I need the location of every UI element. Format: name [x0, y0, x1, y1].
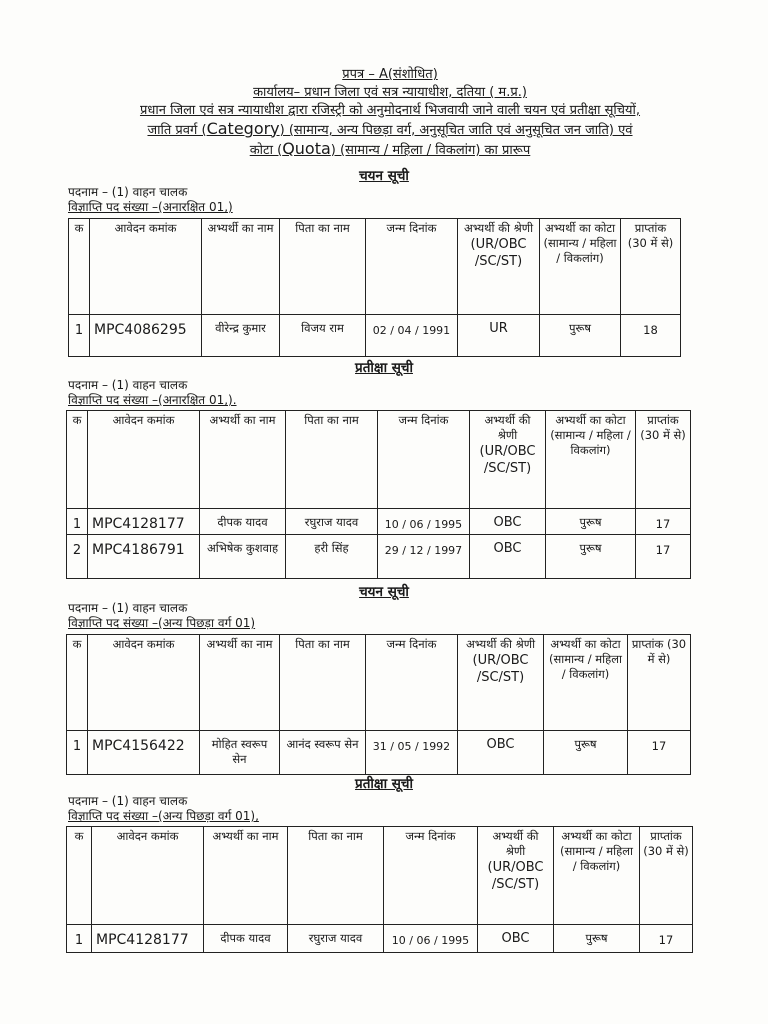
cell-category: OBC	[458, 731, 544, 775]
col-quota: अभ्यर्थी का कोटा (सामान्य / महिला / विकलांग)	[554, 827, 640, 925]
col-dob: जन्म दिनांक	[384, 827, 478, 925]
cell-quota: पुरूष	[544, 731, 628, 775]
cell-application: MPC4156422	[88, 731, 200, 775]
table-header-row	[67, 411, 691, 509]
cell-category: OBC	[470, 535, 546, 579]
cell-father: रघुराज यादव	[288, 925, 384, 953]
col-father: पिता का नाम	[280, 219, 366, 315]
col-category: अभ्यर्थी की श्रेणी (UR/OBC /SC/ST)	[470, 411, 546, 509]
table-row	[67, 925, 693, 953]
cell-name: मोहित स्वरूप सेन	[200, 731, 280, 775]
col-dob: जन्म दिनांक	[366, 219, 458, 315]
vacancy-count: विज्ञाप्ति पद संख्या –(अन्य पिछड़ा वर्ग 01)	[68, 616, 256, 630]
col-category: अभ्यर्थी की श्रेणी (UR/OBC /SC/ST)	[458, 219, 540, 315]
col-application: आवेदन कमांक	[90, 219, 202, 315]
cell-father: विजय राम	[280, 315, 366, 357]
cell-name: अभिषेक कुशवाह	[200, 535, 286, 579]
waiting-table	[66, 410, 691, 579]
post-name: पदनाम – (1) वाहन चालक	[68, 185, 188, 199]
section-title: प्रतीक्षा सूची	[355, 360, 413, 376]
col-application: आवेदन कमांक	[88, 635, 200, 731]
table-row	[69, 315, 681, 357]
col-application: आवेदन कमांक	[92, 827, 204, 925]
col-father: पिता का नाम	[286, 411, 378, 509]
col-category: अभ्यर्थी की श्रेणी (UR/OBC /SC/ST)	[478, 827, 554, 925]
section-meta	[68, 794, 259, 824]
cell-score: 17	[628, 731, 691, 775]
cell-category: OBC	[470, 509, 546, 535]
col-name: अभ्यर्थी का नाम	[200, 635, 280, 731]
quota-line: कोटा (Quota) (सामान्य / महिला / विकलांग) का प्रारूप	[249, 139, 531, 158]
cell-name: वीरेन्द्र कुमार	[202, 315, 280, 357]
col-quota: अभ्यर्थी का कोटा (सामान्य / महिला / विकलांग)	[544, 635, 628, 731]
vacancy-count: विज्ञाप्ति पद संख्या –(अनारक्षित 01,)	[68, 200, 233, 214]
table-header-row	[67, 827, 693, 925]
cell-dob: 29 / 12 / 1997	[378, 535, 470, 579]
cell-application: MPC4086295	[90, 315, 202, 357]
cell-quota: पुरूष	[546, 509, 636, 535]
section-title: प्रतीक्षा सूची	[355, 776, 413, 792]
cell-application: MPC4128177	[88, 509, 200, 535]
table-row	[67, 535, 691, 579]
cell-application: MPC4128177	[92, 925, 204, 953]
cell-sno: 1	[67, 925, 92, 953]
purpose-line: प्रधान जिला एवं सत्र न्यायाधीश द्वारा रजिस्ट्री को अनुमोदनार्थ भिजवायी जाने वाली चयन एवं प्रतीक्षा सूचियों,	[139, 103, 641, 118]
cell-father: आनंद स्वरूप सेन	[280, 731, 366, 775]
col-father: पिता का नाम	[288, 827, 384, 925]
selection-table	[66, 634, 691, 775]
section-title: चयन सूची	[359, 168, 409, 184]
col-category: अभ्यर्थी की श्रेणी (UR/OBC /SC/ST)	[458, 635, 544, 731]
col-name: अभ्यर्थी का नाम	[200, 411, 286, 509]
document-header	[60, 66, 720, 160]
cell-dob: 02 / 04 / 1991	[366, 315, 458, 357]
post-name: पदनाम – (1) वाहन चालक	[68, 794, 188, 808]
section-meta	[68, 601, 255, 631]
col-application: आवेदन कमांक	[88, 411, 200, 509]
form-title: प्रपत्र – A(संशोधित)	[342, 67, 438, 82]
col-name: अभ्यर्थी का नाम	[202, 219, 280, 315]
category-line: जाति प्रवर्ग (Category) (सामान्य, अन्य पिछड़ा वर्ग, अनुसूचित जाति एवं अनुसूचित जन जाति) एवं	[147, 119, 633, 138]
col-name: अभ्यर्थी का नाम	[204, 827, 288, 925]
cell-score: 17	[636, 535, 691, 579]
col-sno: क	[67, 827, 92, 925]
cell-father: हरी सिंह	[286, 535, 378, 579]
selection-table	[68, 218, 681, 357]
table-header-row	[67, 635, 691, 731]
col-quota: अभ्यर्थी का कोटा (सामान्य / महिला / विकलांग)	[540, 219, 621, 315]
office-line: कार्यालय– प्रधान जिला एवं सत्र न्यायाधीश, दतिया ( म.प्र.)	[253, 85, 527, 100]
cell-name: दीपक यादव	[200, 509, 286, 535]
col-dob: जन्म दिनांक	[378, 411, 470, 509]
cell-quota: पुरूष	[540, 315, 621, 357]
col-dob: जन्म दिनांक	[366, 635, 458, 731]
col-score: प्राप्तांक (30 में से)	[636, 411, 691, 509]
table-header-row	[69, 219, 681, 315]
cell-dob: 10 / 06 / 1995	[384, 925, 478, 953]
cell-name: दीपक यादव	[204, 925, 288, 953]
col-score: प्राप्तांक (30 में से)	[628, 635, 691, 731]
section-meta	[68, 378, 237, 408]
vacancy-count: विज्ञाप्ति पद संख्या –(अनारक्षित 01,).	[68, 393, 237, 407]
col-sno: क	[69, 219, 90, 315]
col-father: पिता का नाम	[280, 635, 366, 731]
cell-category: OBC	[478, 925, 554, 953]
table-row	[67, 509, 691, 535]
section-title: चयन सूची	[359, 584, 409, 600]
col-sno: क	[67, 635, 88, 731]
cell-score: 17	[636, 509, 691, 535]
vacancy-count: विज्ञाप्ति पद संख्या –(अन्य पिछड़ा वर्ग 01),	[68, 809, 259, 823]
cell-quota: पुरूष	[554, 925, 640, 953]
section-meta	[68, 185, 233, 215]
col-score: प्राप्तांक (30 में से)	[640, 827, 693, 925]
col-quota: अभ्यर्थी का कोटा (सामान्य / महिला / विकलांग)	[546, 411, 636, 509]
table-row	[67, 731, 691, 775]
waiting-table	[66, 826, 693, 953]
cell-sno: 1	[69, 315, 90, 357]
cell-father: रघुराज यादव	[286, 509, 378, 535]
col-score: प्राप्तांक (30 में से)	[621, 219, 681, 315]
cell-sno: 1	[67, 509, 88, 535]
cell-category: UR	[458, 315, 540, 357]
cell-application: MPC4186791	[88, 535, 200, 579]
cell-score: 18	[621, 315, 681, 357]
post-name: पदनाम – (1) वाहन चालक	[68, 601, 188, 615]
col-sno: क	[67, 411, 88, 509]
cell-sno: 1	[67, 731, 88, 775]
cell-dob: 31 / 05 / 1992	[366, 731, 458, 775]
cell-dob: 10 / 06 / 1995	[378, 509, 470, 535]
cell-score: 17	[640, 925, 693, 953]
cell-sno: 2	[67, 535, 88, 579]
cell-quota: पुरूष	[546, 535, 636, 579]
post-name: पदनाम – (1) वाहन चालक	[68, 378, 188, 392]
